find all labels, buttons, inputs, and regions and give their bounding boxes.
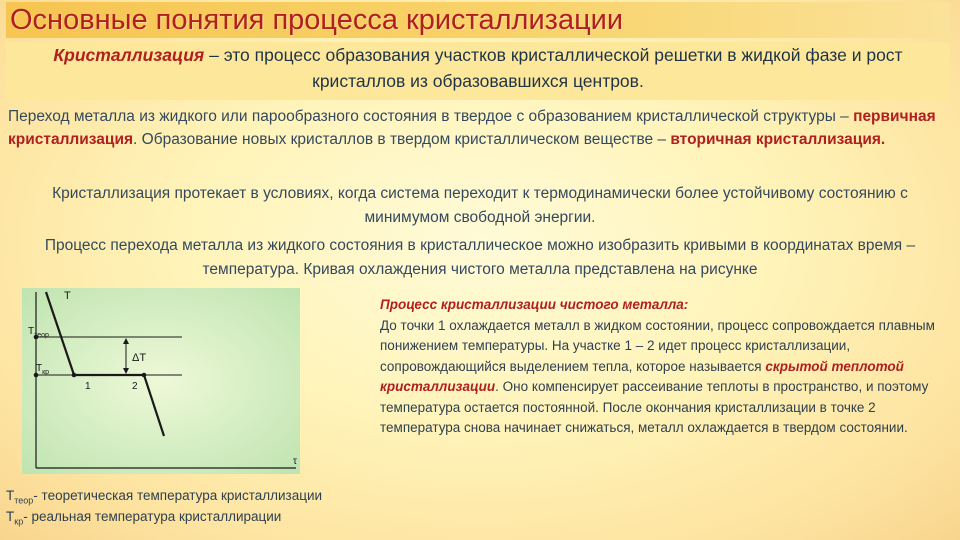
legend-t-cr: $Т_{кр}-$ реальная температура кристаллирации	[6, 509, 282, 527]
legend-t-theor: $Т_{теор}-$ теоретическая температура кристаллизации	[6, 488, 323, 506]
t-cr-axis-label: $Т_{кр}$	[36, 363, 50, 376]
paragraph-conditions: Кристаллизация протекает в условиях, когда система переходит к термодинамически более устойчивому состоянию с минимумом свободной энергии.	[52, 185, 908, 226]
delta-t-label: ΔT	[132, 352, 147, 364]
process-description	[380, 295, 952, 439]
paragraph1-part1: Переход металла из жидкого или парообразного состояния в твердое с образованием кристаллической структуры –	[8, 108, 854, 125]
definition-box	[6, 42, 950, 100]
paragraph-cooling-curve-intro: Процесс перехода металла из жидкого состояния в кристаллическое можно изобразить кривыми в координатах время – температура. Кривая охлаждения чистого металла представлена на рисунке	[44, 237, 916, 278]
process-body	[380, 316, 952, 439]
x-axis-label: τ	[293, 456, 297, 467]
delta-t-arrowhead-down	[123, 368, 129, 374]
definition-term: Кристаллизация	[53, 45, 205, 65]
t-theor-axis-label: $Т_{теор}$	[28, 326, 49, 339]
point-1-label: 1	[85, 381, 91, 392]
point-1-marker	[72, 373, 77, 378]
cooling-curve-diagram	[22, 288, 300, 474]
y-axis-label: T	[64, 290, 71, 302]
cooling-curve	[46, 292, 164, 436]
point-2-marker	[142, 373, 147, 378]
process-title: Процесс кристаллизации чистого металла:	[380, 297, 689, 312]
point-2-label: 2	[132, 381, 138, 392]
slide-title: Основные понятия процесса кристаллизации	[6, 2, 950, 38]
primary-crystallization-term: первичная кристаллизация	[8, 108, 936, 148]
latent-heat-term: скрытой теплотой кристаллизации	[380, 358, 904, 394]
paragraph1-part2: . Образование новых кристаллов в твердом кристаллическом веществе –	[133, 131, 671, 148]
paragraph-crystallization-types	[8, 105, 948, 151]
process-text-part2: . Оно компенсирует рассеивание теплоты в пространство, и поэтому температура остается постоянной. После окончания кристаллизации в точке 2 температура снова начинает снижаться, металл охлаждается в твердом состоянии.	[380, 379, 929, 435]
definition-text: – это процесс образования участков кристаллической решетки в жидкой фазе и рост кристаллов из образовавшихся центров.	[204, 45, 903, 91]
process-text-part1: До точки 1 охлаждается металл в жидком состоянии, процесс сопровождается плавным понижением температуры. На участке 1 – 2 идет процесс кристаллизации, сопровождающийся выделением тепла, которое называется	[380, 317, 935, 374]
secondary-crystallization-term: вторичная кристаллизация.	[670, 131, 886, 148]
cooling-curve-svg	[22, 288, 300, 474]
delta-t-arrowhead-up	[123, 338, 129, 344]
